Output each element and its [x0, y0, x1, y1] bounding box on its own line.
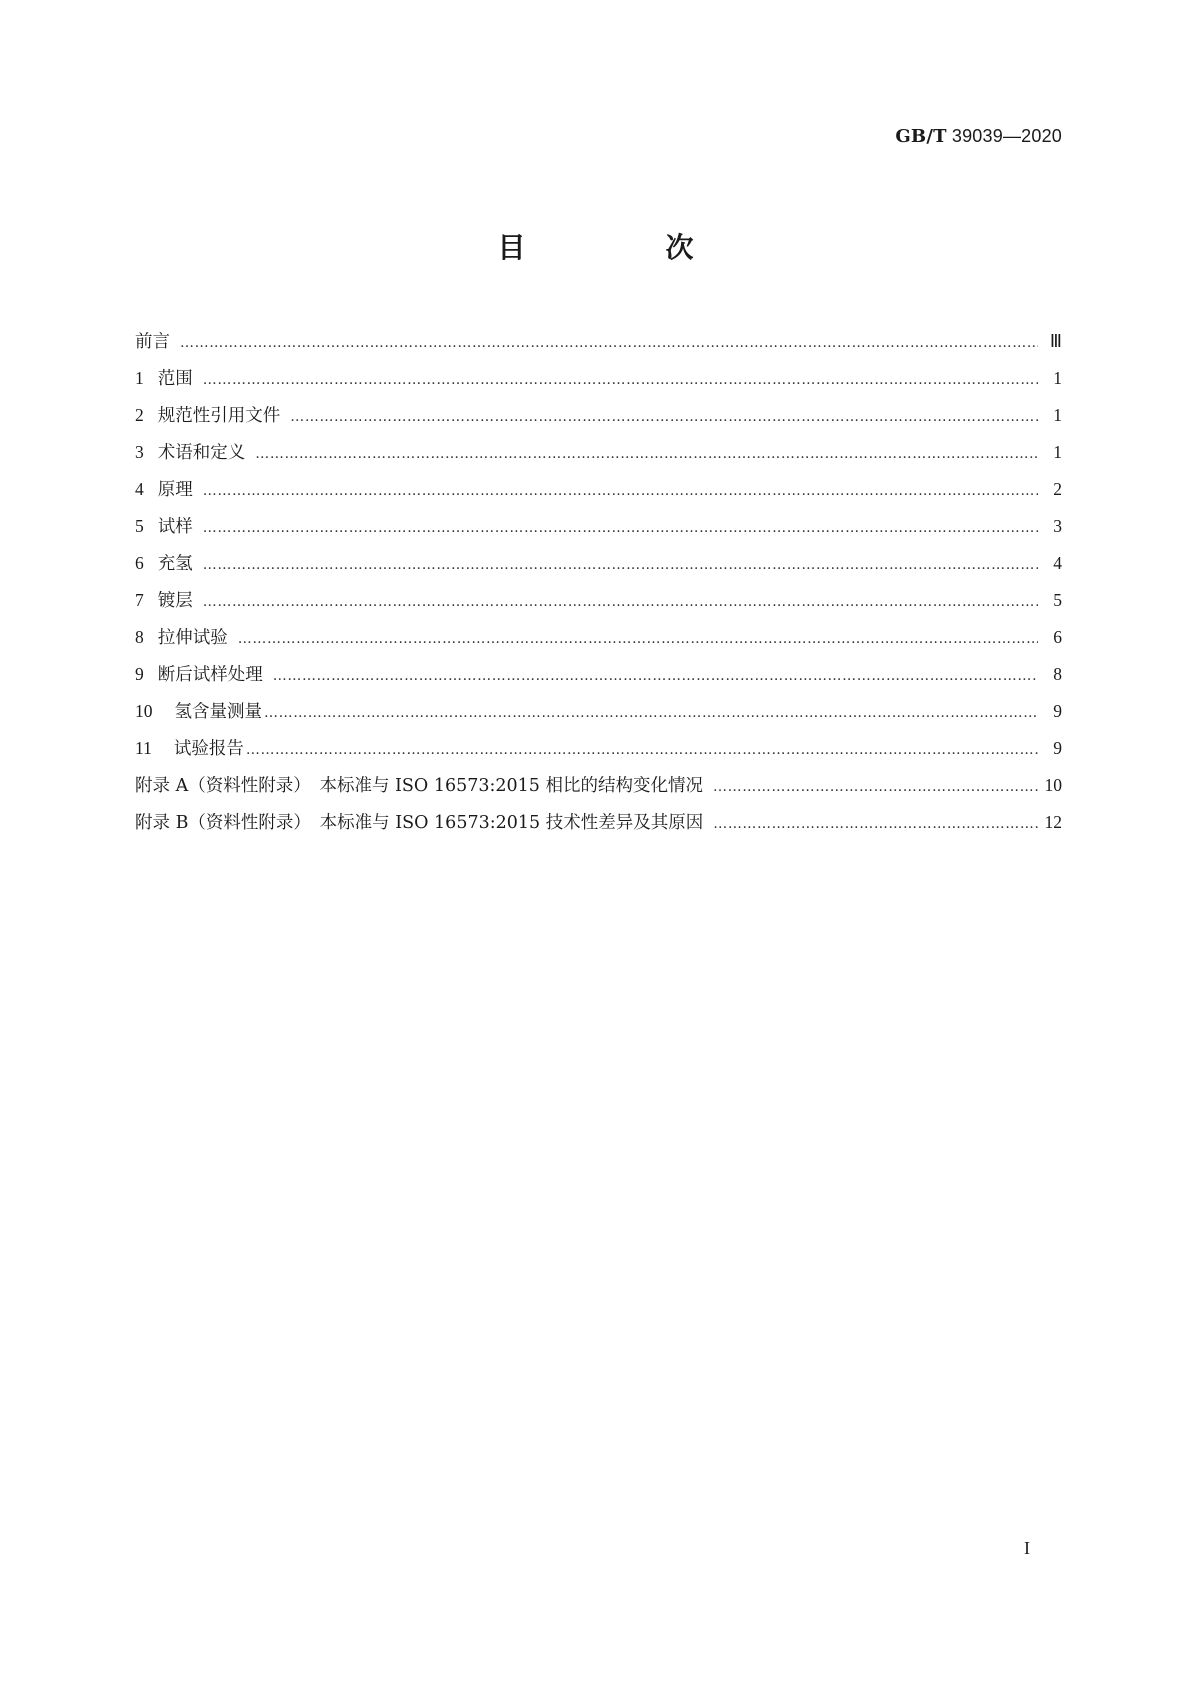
toc-entry-page: 9 — [1053, 701, 1062, 721]
toc-entry-tensile-test[interactable] — [135, 624, 1062, 661]
toc-leader-dots — [713, 779, 1038, 795]
toc-entry-page: 1 — [1053, 368, 1062, 388]
toc-entry-page: Ⅲ — [1049, 331, 1062, 351]
toc-leader-dots — [290, 409, 1038, 425]
toc-entry-principle[interactable] — [135, 476, 1062, 513]
toc-entry-number: 6 — [135, 553, 144, 573]
toc-leader-dots — [264, 705, 1038, 721]
toc-entry-page: 4 — [1053, 553, 1062, 573]
toc-leader-dots — [203, 372, 1038, 388]
toc-entry-number: 11 — [135, 738, 152, 758]
toc-entry-page: 5 — [1053, 590, 1062, 610]
toc-leader-dots — [203, 483, 1038, 499]
toc-title: 目 次 — [497, 231, 750, 264]
toc-entry-title: 附录 A（资料性附录） 本标准与 ISO 16573:2015 相比的结构变化情况 — [135, 776, 703, 796]
toc-entry-hydrogen-measurement[interactable] — [135, 698, 1062, 735]
toc-entry-page: 6 — [1053, 627, 1062, 647]
toc-leader-dots — [713, 816, 1038, 832]
toc-entry-coating[interactable] — [135, 587, 1062, 624]
toc-entry-number: 9 — [135, 664, 144, 684]
toc-entry-title: 附录 B（资料性附录） 本标准与 ISO 16573:2015 技术性差异及其原因 — [135, 813, 704, 833]
toc-entry-number: 2 — [135, 405, 144, 425]
toc-entry-number: 8 — [135, 627, 144, 647]
toc-leader-dots — [255, 446, 1038, 462]
toc-entry-test-report[interactable] — [135, 735, 1062, 772]
standard-prefix: GB/T — [895, 126, 947, 147]
toc-entry-fractured-specimen[interactable] — [135, 661, 1062, 698]
page-number: I — [1024, 1538, 1030, 1558]
toc-entry-page: 12 — [1044, 812, 1062, 832]
toc-entry-number: 1 — [135, 368, 144, 388]
toc-leader-dots — [180, 335, 1038, 351]
toc-entry-page: 2 — [1053, 479, 1062, 499]
toc-entry-page: 10 — [1044, 775, 1062, 795]
toc-entry-title: 断后试样处理 — [157, 665, 263, 685]
toc-entry-hydrogen-charging[interactable] — [135, 550, 1062, 587]
toc-entry-terms-definitions[interactable] — [135, 439, 1062, 476]
toc-entry-title: 充氢 — [157, 554, 193, 574]
toc-leader-dots — [203, 594, 1038, 610]
toc-entry-number: 5 — [135, 516, 144, 536]
table-of-contents — [135, 328, 1062, 846]
toc-entry-scope[interactable] — [135, 365, 1062, 402]
toc-entry-page: 3 — [1053, 516, 1062, 536]
toc-entry-appendix-b[interactable] — [135, 809, 1062, 846]
toc-entry-title: 规范性引用文件 — [157, 406, 281, 426]
toc-entry-title: 氢含量测量 — [174, 702, 262, 722]
toc-leader-dots — [273, 668, 1038, 684]
toc-entry-normative-references[interactable] — [135, 402, 1062, 439]
toc-entry-page: 1 — [1053, 442, 1062, 462]
toc-entry-title: 范围 — [157, 369, 193, 389]
toc-entry-title: 试验报告 — [173, 739, 244, 759]
toc-entry-title: 试样 — [157, 517, 193, 537]
toc-entry-appendix-a[interactable] — [135, 772, 1062, 809]
standard-number — [895, 126, 1062, 147]
toc-entry-number: 4 — [135, 479, 144, 499]
toc-entry-title: 原理 — [157, 480, 193, 500]
toc-leader-dots — [238, 631, 1038, 647]
toc-leader-dots — [203, 520, 1038, 536]
toc-entry-title: 术语和定义 — [157, 443, 246, 463]
toc-entry-number: 10 — [135, 701, 153, 721]
toc-leader-dots — [246, 742, 1038, 758]
toc-entry-page: 9 — [1053, 738, 1062, 758]
toc-entry-number: 3 — [135, 442, 144, 462]
toc-entry-specimen[interactable] — [135, 513, 1062, 550]
toc-entry-foreword[interactable] — [135, 328, 1062, 365]
toc-leader-dots — [203, 557, 1038, 573]
toc-entry-page: 1 — [1053, 405, 1062, 425]
toc-entry-page: 8 — [1053, 664, 1062, 684]
toc-entry-title: 镀层 — [157, 591, 193, 611]
standard-code: 39039—2020 — [951, 126, 1062, 146]
toc-entry-number: 7 — [135, 590, 144, 610]
toc-entry-title: 前言 — [135, 332, 170, 352]
toc-entry-title: 拉伸试验 — [157, 628, 228, 648]
